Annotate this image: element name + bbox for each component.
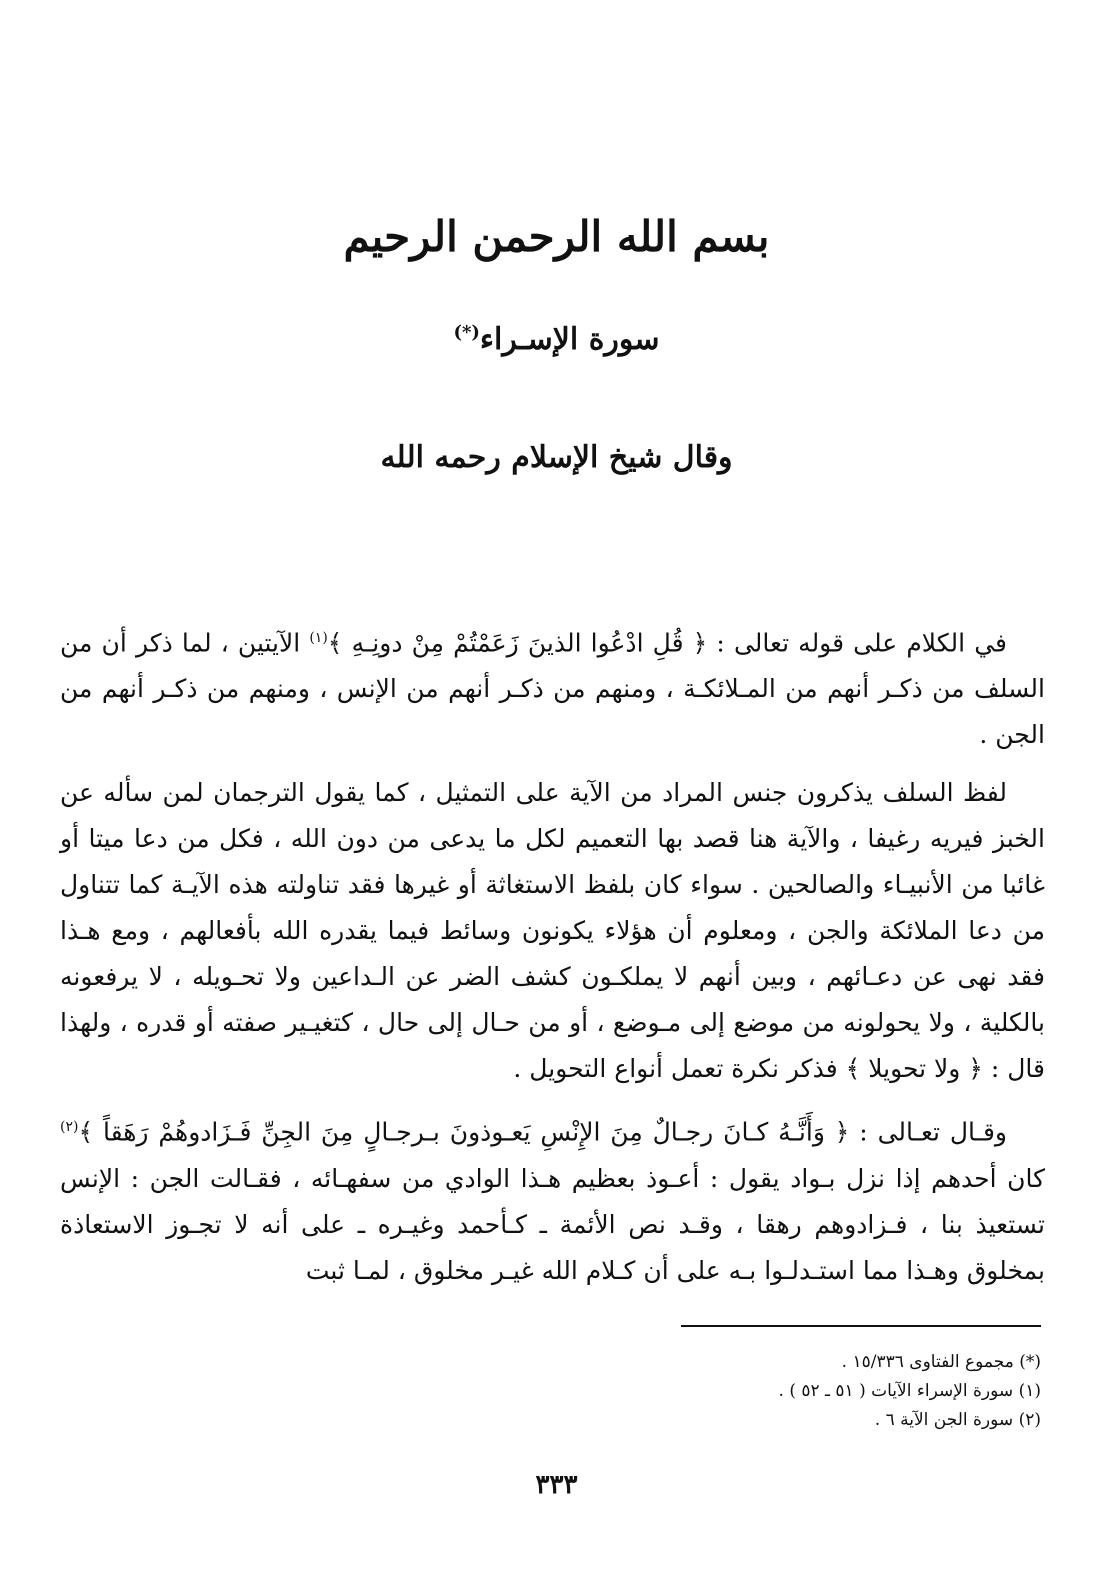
- body-text: [60, 615, 1045, 1306]
- paragraph-3: [60, 1104, 1045, 1293]
- page-number: ٣٣٣: [535, 1470, 578, 1500]
- footnote-2: (٢) سورة الجن الآية ٦ .: [874, 1410, 1041, 1430]
- footnotes: [441, 1348, 1041, 1435]
- surah-title: [0, 322, 1113, 357]
- section-subheading: وقال شيخ الإسلام رحمه الله: [380, 440, 733, 475]
- footnote-star: (*) مجموع الفتاوى ١٥/٣٣٦ .: [841, 1352, 1041, 1372]
- paragraph-3-text-b: كان أحدهم إذا نزل بـواد يقول : أعـوذ بعظيم هـذا الوادي من سفهـائه ، فقـالت الجن : الإنس تستعيذ بنا ، فـزادوهم رهقا ، وقـد نص الأئمة ـ كـأحمد وغيـره ـ على أنه لا تجـوز الاستعاذة بمخلوق وهـذا مما استـدلـوا بـه على أن كـلام الله غيـر مخلوق ، لمـا ثبت: [60, 1163, 1045, 1285]
- paragraph-1: [60, 615, 1045, 758]
- footnote-1: (١) سورة الإسراء الآيات ( ٥١ ـ ٥٢ ) .: [778, 1381, 1041, 1401]
- footnote-divider: [681, 1325, 1041, 1327]
- footnote-ref-1: (١): [309, 630, 328, 646]
- footnote-ref-2: (٢): [60, 1119, 79, 1136]
- surah-title-text: سورة الإسـراء: [479, 322, 660, 357]
- surah-footnote-marker: (*): [453, 322, 480, 343]
- paragraph-1-text-a: في الكلام على قوله تعالى : ﴿ قُلِ ادْعُوا الذينَ زَعَمْتُمْ مِنْ دونِـهِ ﴾: [327, 628, 1007, 658]
- paragraph-2: [60, 770, 1045, 1092]
- basmala-heading: بسم الله الرحمن الرحيم: [343, 212, 770, 261]
- paragraph-2-text: لفظ السلف يذكرون جنس المراد من الآية على التمثيل ، كما يقول الترجمان لمن سأله عن الخبز فيريه رغيفا ، والآية هنا قصد بها التعميم لكل ما يدعى من دون الله ، فكل من دعا ميتا أو غائبا من الأنبيـاء والصالحين . سواء كان بلفظ الاستغاثة أو غيرها فقد تناولته هذه الآيـة كما تتناول من دعا الملائكة والجن ، ومعلوم أن هؤلاء يكونون وسائط فيما يقدره الله بأفعالهم ، ومع هـذا فقد نهى عن دعـائهم ، وبين أنهم لا يملكـون كشف الضر عن الـداعين ولا تحـويله ، لا يرفعونه بالكلية ، ولا يحولونه من موضع إلى مـوضع ، أو من حـال إلى حال ، كتغيـير صفته أو قدره ، ولهذا قال : ﴿ ولا تحويلا ﴾ فذكر نكرة تعمل أنواع التحويل .: [60, 778, 1045, 1084]
- paragraph-1-text-b: الآيتين ، لما ذكر أن من السلف من ذكـر أنهم من المـلائكـة ، ومنهم من ذكـر أنهم من الإنس ، ومنهم من ذكـر أنهم من الجن .: [60, 628, 1045, 750]
- paragraph-3-text-a: وقـال تعـالى : ﴿ وَأَنَّـهُ كـانَ رجـالٌ مِنَ الإِنْسِ يَعـوذونَ بـرجـالٍ مِنَ الجِنِّ فَـزَادوهُمْ رَهَقاً ﴾: [78, 1117, 1007, 1147]
